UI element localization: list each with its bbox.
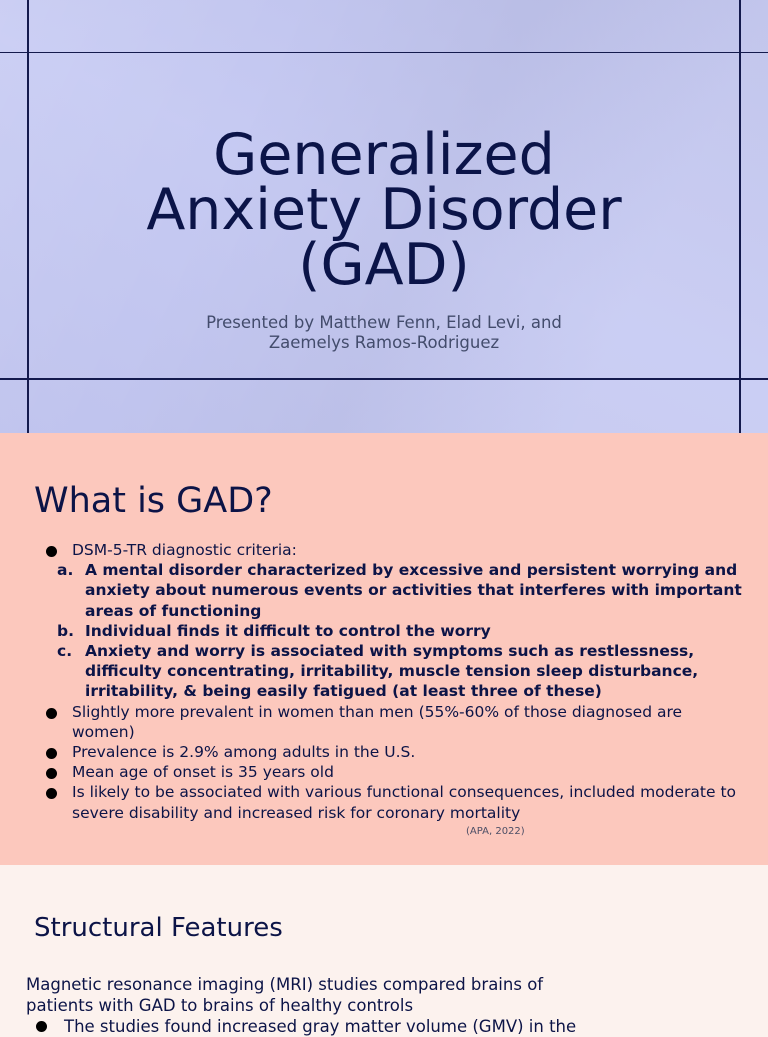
list-item [46, 702, 746, 742]
bullet-text: Slightly more prevalent in women than men (55%-60% of those diagnosed are women) [72, 702, 683, 741]
citation: (APA, 2022) [466, 826, 525, 837]
bullet-text: DSM-5-TR diagnostic criteria: [72, 541, 297, 559]
criteria-marker: c. [57, 642, 73, 661]
frame-line-right [739, 0, 741, 433]
slide-body [46, 540, 746, 823]
bullet-dot-icon [46, 748, 57, 759]
bullet-dot-icon [36, 1021, 47, 1032]
slide-title: Structural Features [34, 913, 283, 943]
criteria-text: Individual finds it difficult to control the worry [85, 621, 491, 640]
list-item [46, 762, 746, 782]
title-slide [0, 0, 768, 433]
bullet-dot-icon [46, 788, 57, 799]
paragraph-line-1: Magnetic resonance imaging (MRI) studies compared brains of [26, 975, 544, 994]
criteria-text: Anxiety and worry is associated with symptoms such as restlessness, difficulty concentrating, irritability, muscle tension sleep disturbance, irritability, & being easily fatigued (at least three of these) [85, 642, 699, 701]
title-line-3: (GAD) [298, 232, 470, 298]
title-line-1: Generalized [213, 122, 555, 188]
criteria-list [46, 560, 746, 701]
bullet-text: The studies found increased gray matter volume (GMV) in the [64, 1017, 577, 1036]
frame-line-left [27, 0, 29, 433]
criteria-marker: b. [57, 621, 74, 640]
presenters-subtitle [120, 313, 648, 353]
slide-title: What is GAD? [34, 481, 273, 521]
criteria-item [46, 621, 746, 641]
bullet-dot-icon [46, 708, 57, 719]
frame-line-bottom [0, 378, 768, 380]
what-is-gad-slide [0, 433, 768, 865]
list-item [36, 1016, 764, 1037]
structural-features-slide [0, 865, 768, 1036]
list-item [46, 742, 746, 762]
presentation-title [60, 122, 708, 298]
criteria-item [46, 560, 746, 621]
intro-paragraph [26, 974, 626, 1016]
criteria-text: A mental disorder characterized by excessive and persistent worrying and anxiety about numerous events or activities that interferes with important areas of functioning [85, 561, 742, 620]
subtitle-line-2: Zaemelys Ramos-Rodriguez [268, 333, 500, 352]
criteria-marker: a. [57, 561, 74, 580]
bullet-dot-icon [46, 546, 57, 557]
bullet-dot-icon [46, 768, 57, 779]
frame-line-top [0, 52, 768, 53]
bullet-text: Prevalence is 2.9% among adults in the U.S. [72, 743, 416, 762]
list-item [46, 540, 746, 560]
subtitle-line-1: Presented by Matthew Fenn, Elad Levi, and [206, 313, 562, 332]
criteria-item [46, 641, 746, 702]
title-line-2: Anxiety Disorder [146, 177, 622, 243]
paragraph-line-2: patients with GAD to brains of healthy controls [26, 996, 414, 1015]
bullet-text: Is likely to be associated with various functional consequences, included moderate to severe disability and increased risk for coronary mortality [72, 783, 737, 822]
list-item [46, 782, 746, 822]
bullet-text: Mean age of onset is 35 years old [72, 763, 334, 782]
